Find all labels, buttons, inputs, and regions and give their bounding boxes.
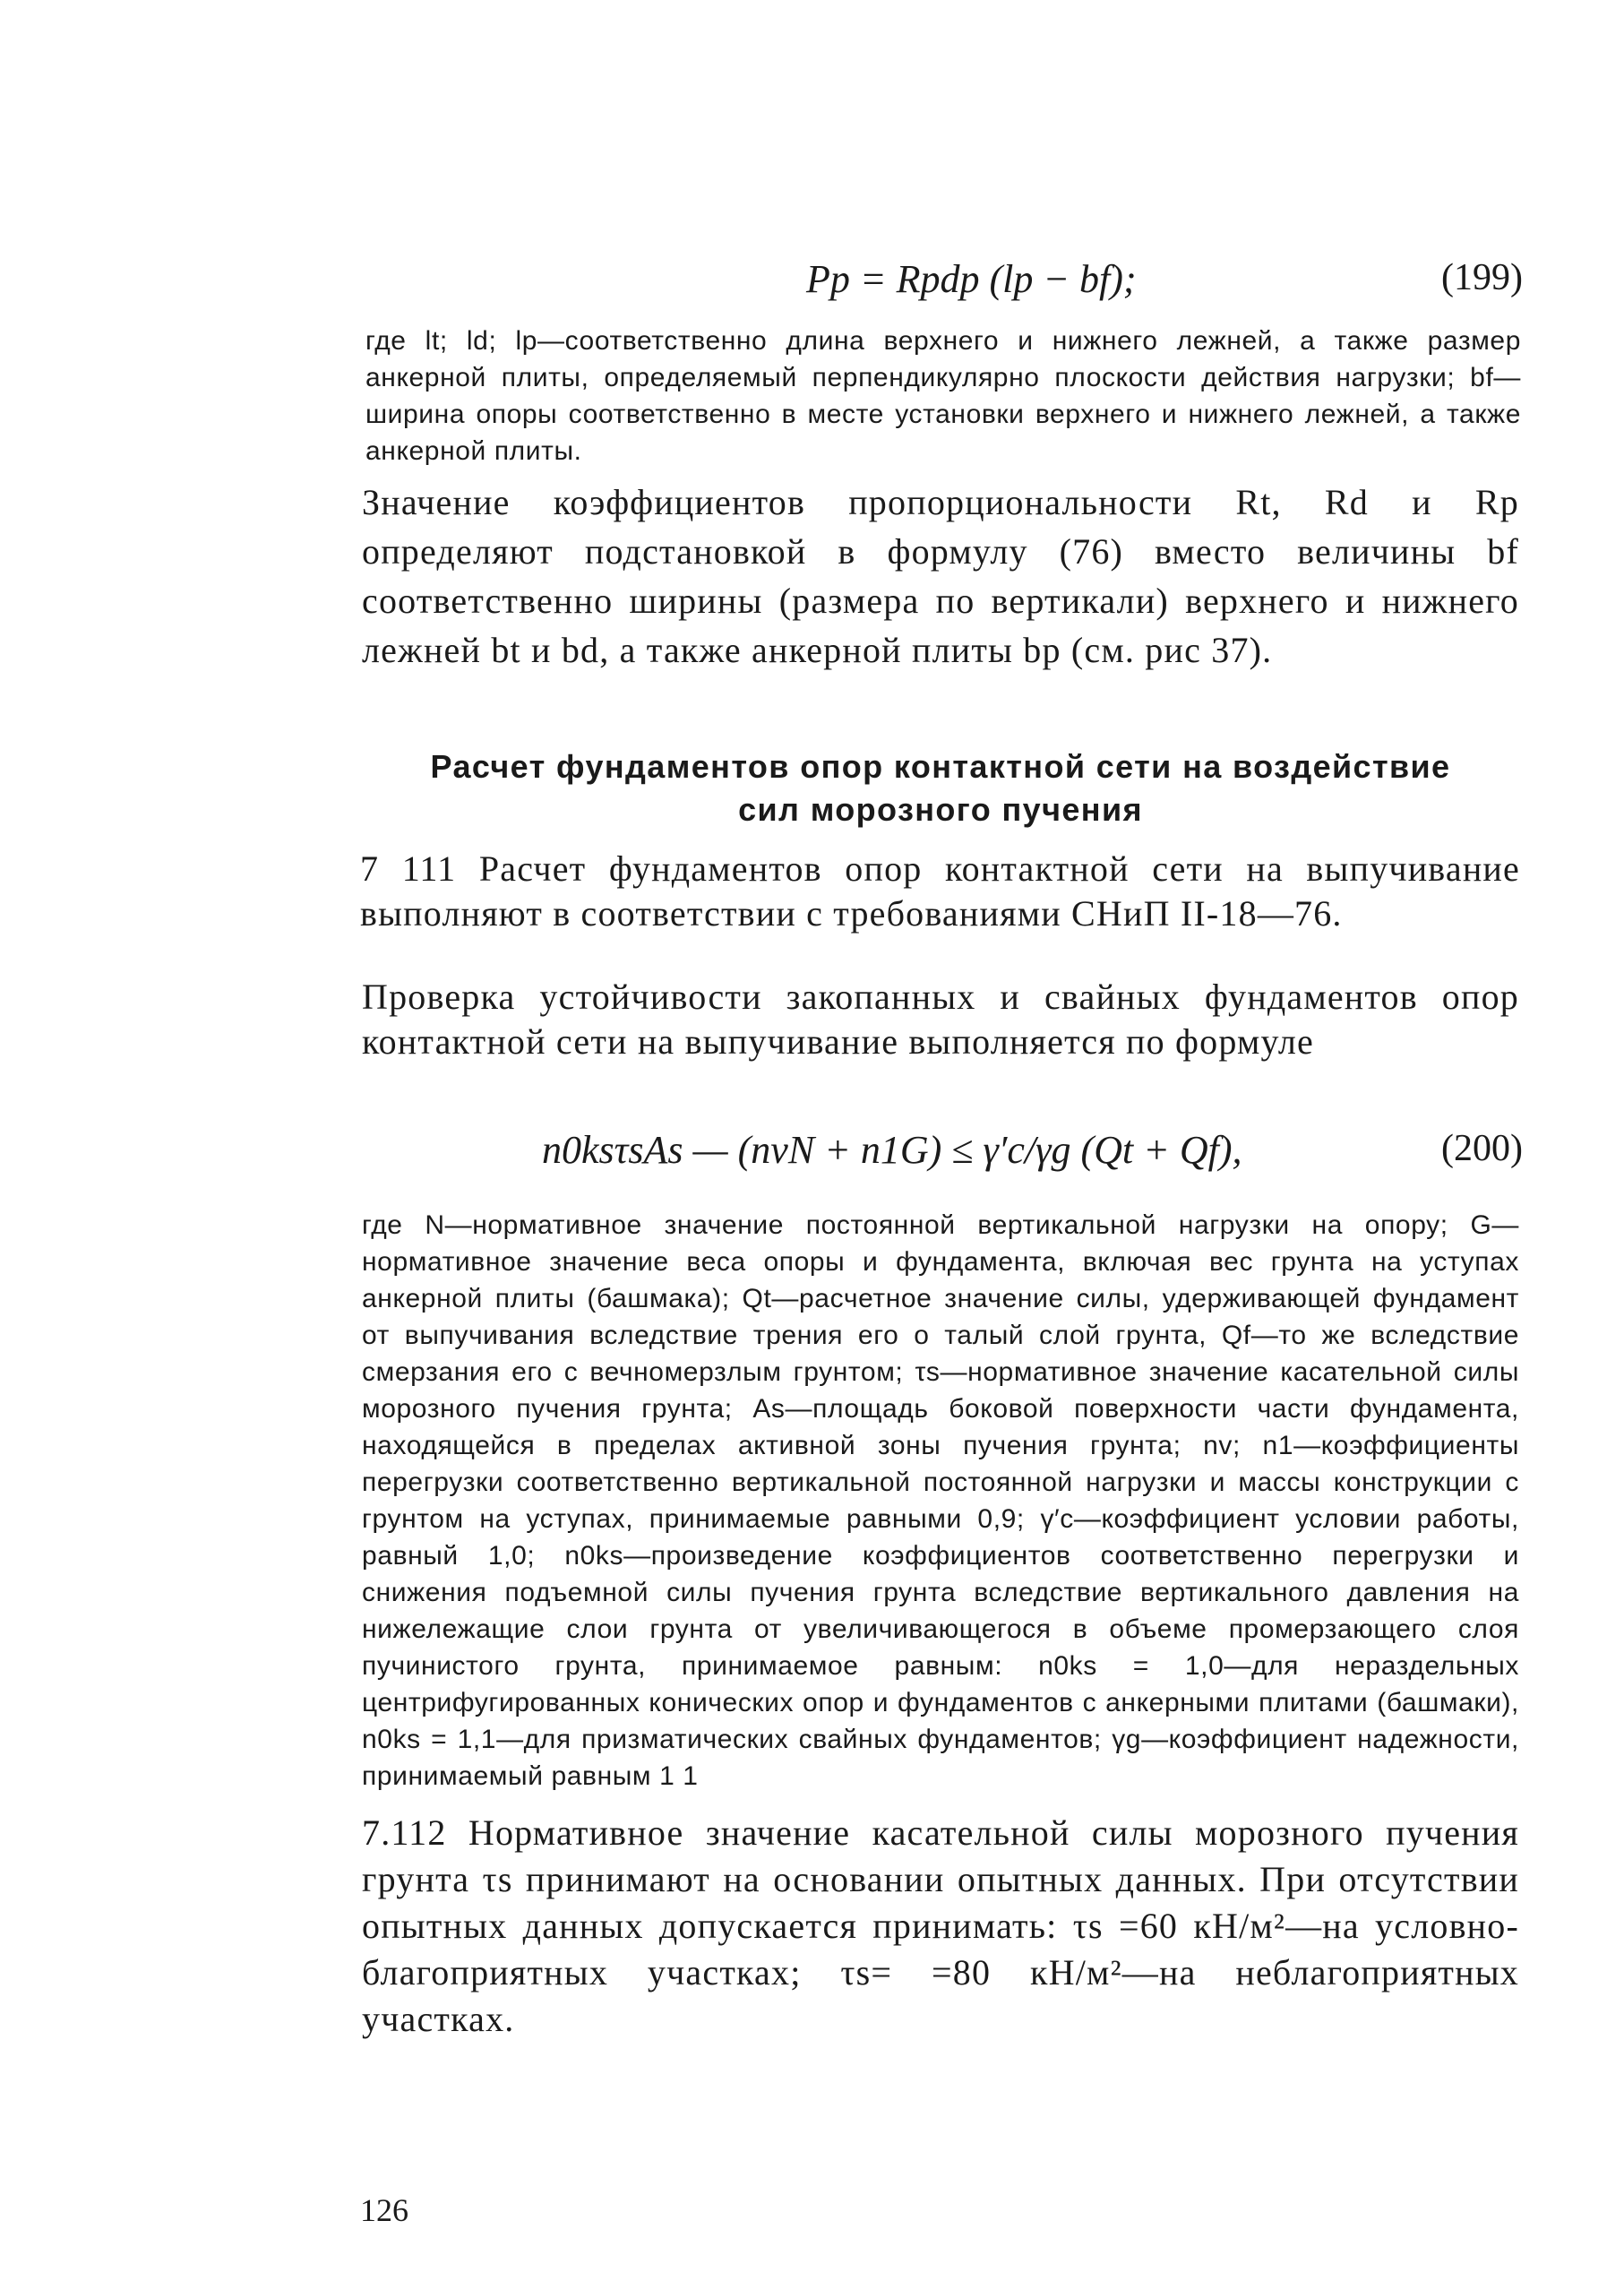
- formula-200: [363, 1111, 1523, 1192]
- formula-200-expression: n0ksτsAs — (nvN + n1G) ≤ γ′c/γg (Qt + Qf),: [542, 1128, 1242, 1172]
- formula-199-number: (199): [1441, 257, 1523, 298]
- paragraph-7-111: 7 111 Расчет фундаментов опор контактной сети на выпучивание выполняют в соответствии с требованиями СНиП II-18—76.: [360, 848, 1520, 934]
- section-heading: [340, 745, 1541, 831]
- paragraph-coefficients: Значение коэффициентов пропорциональности Rt, Rd и Rp определяют подстановкой в формулу (76) вместо величины bf соответственно ширины (размера по вертикали) верхнего и нижнего лежней bt и bd, а также анкерной плиты bp (см. рис 37).: [362, 482, 1519, 670]
- section-heading-line-1: Расчет фундаментов опор контактной сети на воздействие: [430, 748, 1451, 785]
- formula-200-explanation: где N—нормативное значение постоянной вертикальной нагрузки на опору; G—нормативное значение веса опоры и фундамента, включая вес грунта на уступах анкерной плиты (башмака); Qt—расчетное значение силы, удерживающей фундамент от выпучивания вследствие трения его о талый слой грунта, Qf—то же вследствие смерзания его с вечномерзлым грунтом; τs—нормативное значение касательной силы морозного пучения грунта; As—площадь боковой поверхности части фундамента, находящейся в пределах активной зоны пучения грунта; nv; n1—коэффициенты перегрузки соответственно вертикальной постоянной нагрузки и массы конструкции с грунтом на уступах, принимаемые равными 0,9; γ′c—коэффициент условии работы, равный 1,0; n0ks—произведение коэффициентов соответственно перегрузки и снижения подъемной силы пучения грунта вследствие вертикального давления на нижележащие слои грунта от увеличивающегося в объеме промерзающего слоя пучинистого грунта, принимаемое равным: n0ks = 1,0—для нераздельных центрифугированных конических опор и фундаментов с анкерными плитами (башмаки), n0ks = 1,1—для призматических свайных фундаментов; γg—коэффициент надежности, принимаемый равным 1 1: [362, 1210, 1519, 1791]
- formula-199-explanation: где lt; ld; lp—соответственно длина верхнего и нижнего лежней, а также размер анкерной плиты, определяемый перпендикулярно плоскости действия нагрузки; bf—ширина опоры соответственно в месте установки верхнего и нижнего лежней, а также анкерной плиты.: [365, 326, 1521, 466]
- page-number: 126: [360, 2192, 408, 2228]
- formula-200-number: (200): [1441, 1128, 1523, 1169]
- formula-199: [363, 256, 1523, 310]
- paragraph-7-112: 7.112 Нормативное значение касательной силы морозного пучения грунта τs принимают на основании опытных данных. При отсутствии опытных данных допускается принимать: τs =60 кН/м²—на условно-благоприятных участках; τs= =80 кН/м²—на неблагоприятных участках.: [362, 1812, 1519, 2039]
- paragraph-stability-check: Проверка устойчивости закопанных и свайных фундаментов опор контактной сети на выпучивание выполняется по формуле: [362, 977, 1519, 1062]
- section-heading-line-2: сил морозного пучения: [738, 791, 1143, 828]
- formula-199-expression: Pp = Rpdp (lp − bf);: [806, 257, 1137, 301]
